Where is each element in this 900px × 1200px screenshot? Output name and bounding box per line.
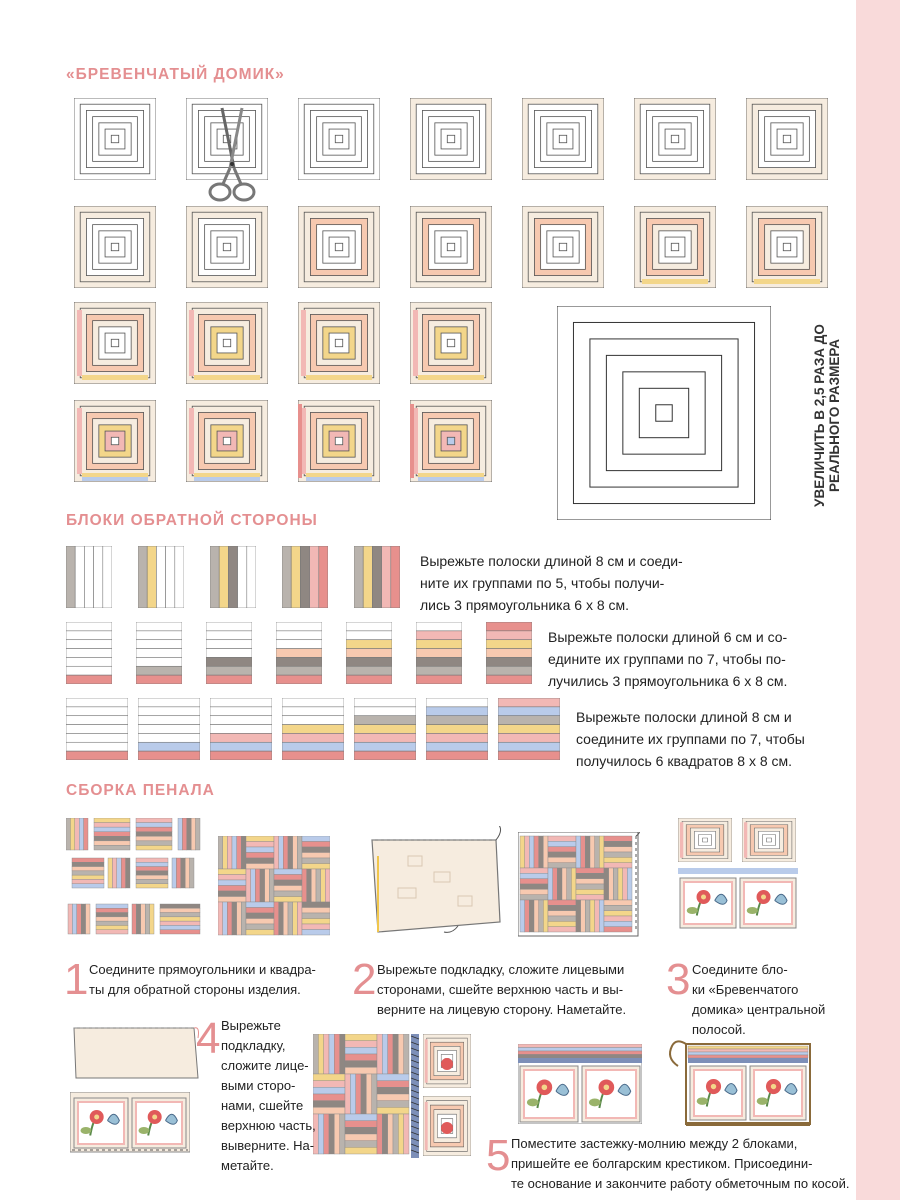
step-4-number: 4 [196,1014,221,1063]
back-rectangle-vertical [138,546,184,608]
log-cabin-step-block [298,302,380,384]
back-rectangle-vertical [210,546,256,608]
log-cabin-step-block [634,98,716,180]
log-cabin-step-block [74,302,156,384]
log-cabin-step-block [74,98,156,180]
step-3-illustration [678,818,798,930]
back-rectangle-horizontal [136,622,182,684]
back-square [354,698,416,760]
back-square [66,698,128,760]
log-cabin-step-block [298,206,380,288]
back-square [210,698,272,760]
back-square [498,698,560,760]
back-rectangle-horizontal [346,622,392,684]
back-rectangle-horizontal [416,622,462,684]
log-cabin-template [557,306,771,520]
back-rectangle-horizontal [276,622,322,684]
step-2-text: Вырежьте подкладку, сложите лицевыми сторонами, сшейте верхнюю часть и вы- верните на лицевую сторону. Наметайте. [377,962,627,1017]
log-cabin-step-block [410,98,492,180]
step-2-lining-illustration [368,826,508,938]
scissors-icon [208,106,256,211]
log-cabin-step-block [186,400,268,482]
back-square [282,698,344,760]
step-1-pieces-illustration [66,818,206,938]
back-rectangle-vertical [66,546,112,608]
section-title-assembly: СБОРКА ПЕНАЛА [66,782,215,799]
enlarge-note: УВЕЛИЧИТЬ В 2,5 РАЗА ДО РЕАЛЬНОГО РАЗМЕРА [812,324,842,507]
back-square [138,698,200,760]
section-title-log-cabin: «БРЕВЕНЧАТЫЙ ДОМИК» [66,66,285,83]
back-square [426,698,488,760]
step-5-front-illustration [518,1044,642,1124]
back-row-2-text: Вырежьте полоски длиной 6 см и со- едините их группами по 7, чтобы по- лучились 3 прямоугольника 6 х 8 см. [548,629,788,689]
back-row-3-text: Вырежьте полоски длиной 8 см и соедините их группами по 7, чтобы получилось 6 квадратов 8 х 8 см. [576,709,805,769]
log-cabin-step-block [186,206,268,288]
log-cabin-step-block [522,98,604,180]
log-cabin-step-block [522,206,604,288]
step-5-number: 5 [486,1131,511,1180]
step-3-text: Соедините бло- ки «Бревенчатого домика» центральной полосой. [692,962,826,1037]
section-title-back-blocks: БЛОКИ ОБРАТНОЙ СТОРОНЫ [66,512,318,529]
log-cabin-step-block [74,400,156,482]
log-cabin-step-block [410,400,492,482]
back-rectangle-horizontal [206,622,252,684]
back-rectangle-vertical [354,546,400,608]
log-cabin-step-block [298,98,380,180]
back-rectangle-horizontal [486,622,532,684]
log-cabin-step-block [634,206,716,288]
back-rectangle-horizontal [66,622,112,684]
step-4-text: Вырежьте подкладку, сложите лице- выми сторо- нами, сшейте верхнюю часть, выверните. На- метайте. [221,1018,316,1173]
log-cabin-step-block [410,206,492,288]
step-1-assembled-illustration [218,836,330,936]
log-cabin-step-block [298,400,380,482]
log-cabin-step-block [186,302,268,384]
side-stripe [856,0,900,1200]
back-rectangle-vertical [282,546,328,608]
step-1-number: 1 [64,955,89,1004]
step-3-number: 3 [666,955,691,1004]
step-5-finished-illustration [664,1038,814,1128]
step-1-text: Соедините прямоугольники и квадра- ты для обратной стороны изделия. [89,962,316,997]
step-2-number: 2 [352,955,377,1004]
step-4-lining-illustration [70,1024,200,1080]
step-4-basted-illustration [70,1092,190,1154]
step-2-basted-illustration [518,832,644,940]
log-cabin-step-block [74,206,156,288]
step-5-zipper-illustration [313,1034,473,1158]
back-row-1-text: Вырежьте полоски длиной 8 см и соеди- ните их группами по 5, чтобы получи- лись 3 прямоугольника 6 х 8 см. [420,553,683,613]
log-cabin-step-block [746,206,828,288]
step-5-text: Поместите застежку-молнию между 2 блоками, пришейте ее болгарским крестиком. Присоедини- те основание и закончите работу обметочным по косой. [511,1136,850,1191]
log-cabin-step-block [410,302,492,384]
log-cabin-step-block [746,98,828,180]
